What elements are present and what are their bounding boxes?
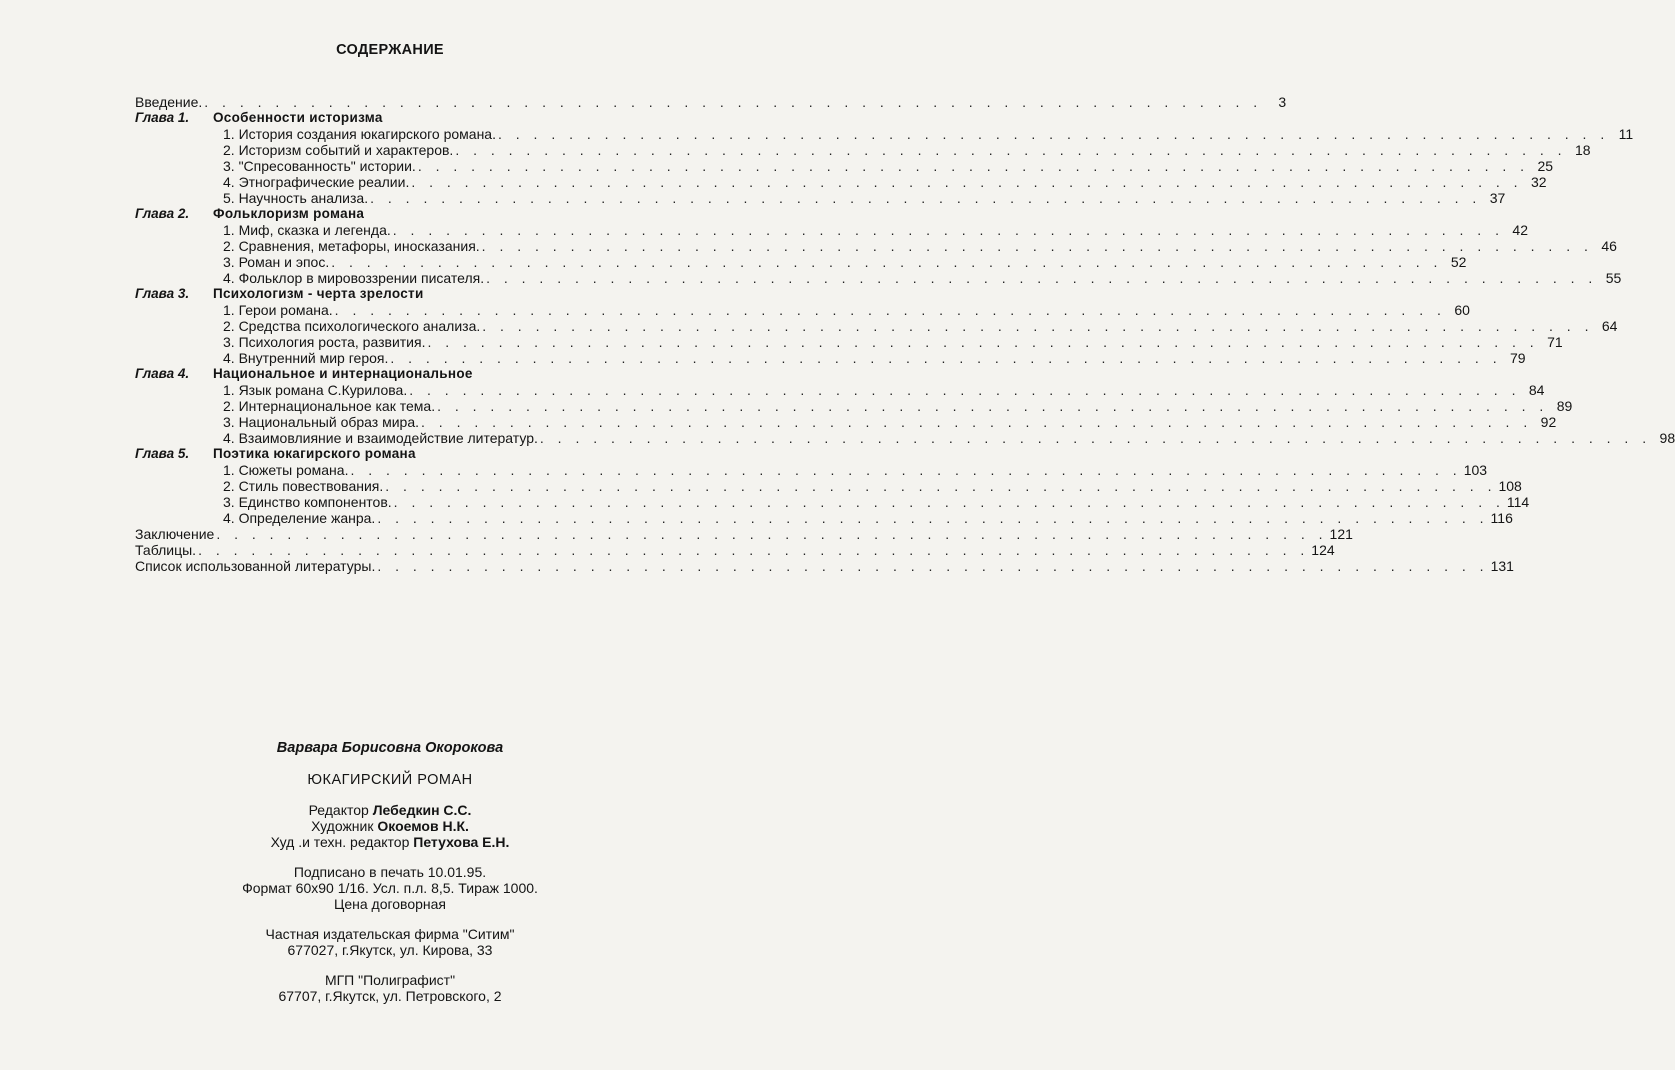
chapter-title: Особенности историзма <box>213 110 383 125</box>
leader-dots: . . . . . . . . . . . . . . . . . . . . . . . . . . . . . . . . . . . . . . . . . . . . . . . . . . . . . . . . . . . . . . . <box>437 398 1549 414</box>
leader-dots: . . . . . . . . . . . . . . . . . . . . . . . . . . . . . . . . . . . . . . . . . . . . . . . . . . . . . . . . . . . . . . . <box>390 350 1502 366</box>
leader-dots: . . . . . . . . . . . . . . . . . . . . . . . . . . . . . . . . . . . . . . . . . . . . . . . . . . . . . . . . . . . . . . . <box>427 334 1539 350</box>
artist-line <box>0 818 780 834</box>
toc-entry-page: 42 <box>1512 222 1528 238</box>
toc-entry-section <box>135 270 1622 286</box>
toc-entry-label: 4. Взаимовлияние и взаимодействие литератур. <box>223 430 538 446</box>
leader-dots: . . . . . . . . . . . . . . . . . . . . . . . . . . . . . . . . . . . . . . . . . . . . . . . . . . . . . . . . . . . . . . . <box>392 222 1504 238</box>
toc-entry-label: Список использованной литературы. <box>135 558 376 574</box>
toc-entry-section <box>135 430 1675 446</box>
toc-entry-section <box>135 190 1506 206</box>
toc-entry-page: 64 <box>1601 318 1618 334</box>
chapter-heading <box>135 110 645 126</box>
artist-name: Окоемов Н.К. <box>377 818 469 834</box>
toc-entry-page: 55 <box>1605 270 1622 286</box>
toc-entry-backmatter <box>135 558 1514 574</box>
toc-entry-backmatter <box>135 526 1353 542</box>
toc-entry-section <box>135 318 1618 334</box>
toc-entry-page: 52 <box>1450 254 1467 270</box>
chapter-heading <box>135 366 645 382</box>
toc-entry-label: 2. Сравнения, метафоры, иносказания. <box>223 238 480 254</box>
toc-entry-section <box>135 414 1557 430</box>
toc-entry-section <box>135 350 1526 366</box>
leader-dots: . . . . . . . . . . . . . . . . . . . . . . . . . . . . . . . . . . . . . . . . . . . . . . . . . . . . . . . . . . . . . . . <box>377 558 1489 574</box>
chapter-number: Глава 4. <box>135 366 190 381</box>
chapter-title: Национальное и интернациональное <box>213 366 473 381</box>
chapter-number: Глава 1. <box>135 110 190 125</box>
chapter-title: Фольклоризм романа <box>213 206 365 221</box>
signed-line: Подписано в печать 10.01.95. <box>293 864 487 880</box>
price-line: Цена договорная <box>333 896 447 912</box>
format-line: Формат 60х90 1/16. Усл. п.л. 8,5. Тираж 1000. <box>242 880 538 896</box>
leader-dots: . . . . . . . . . . . . . . . . . . . . . . . . . . . . . . . . . . . . . . . . . . . . . . . . . . . . . . . . . . . . . . . <box>393 494 1505 510</box>
toc-entry-page: 46 <box>1601 238 1617 254</box>
toc-entry-page: 37 <box>1489 190 1506 206</box>
toc-entry-label: Введение. <box>135 94 203 110</box>
editor-label: Редактор <box>308 802 369 818</box>
imprint <box>0 740 780 1004</box>
toc-entry-page: 116 <box>1490 510 1513 526</box>
leader-dots: . . . . . . . . . . . . . . . . . . . . . . . . . . . . . . . . . . . . . . . . . . . . . . . . . . . . . . . . . . . . . . . <box>385 478 1497 494</box>
leader-dots: . . . . . . . . . . . . . . . . . . . . . . . . . . . . . . . . . . . . . . . . . . . . . . . . . . . . . . . . . . . . . . . <box>198 542 1310 558</box>
toc-entry-label: 2. Историзм событий и характеров. <box>223 142 454 158</box>
leader-dots: . . . . . . . . . . . . . . . . . . . . . . . . . . . . . . . . . . . . . . . . . . . . . . . . . . . . . . . . . . . . . . . <box>411 174 1523 190</box>
toc-entry-section <box>135 238 1617 254</box>
toc-entry-section <box>135 222 1528 238</box>
publisher-address: 677027, г.Якутск, ул. Кирова, 33 <box>287 942 493 958</box>
leader-dots: . . . . . . . . . . . . . . . . . . . . . . . . . . . . . . . . . . . . . . . . . . . . . . . . . . . . . . . . . . . . . . . <box>421 414 1533 430</box>
toc-entry-label: 1. Миф, сказка и легенда. <box>223 222 391 238</box>
toc-entry-page: 3 <box>1278 94 1287 110</box>
chapter-number: Глава 3. <box>135 286 190 301</box>
toc-entry-page: 32 <box>1530 174 1547 190</box>
toc-entry-page: 89 <box>1556 398 1573 414</box>
toc-entry-page: 79 <box>1510 350 1526 366</box>
toc-entry-label: 4. Этнографические реалии. <box>223 174 410 190</box>
leader-dots: . . . . . . . . . . . . . . . . . . . . . . . . . . . . . . . . . . . . . . . . . . . . . . . . . . . . . . . . . . . . . . . <box>455 142 1567 158</box>
toc-entry-label: 3. "Спресованность" истории. <box>223 158 416 174</box>
toc-entry-section <box>135 126 1634 142</box>
toc-entry-page: 60 <box>1454 302 1470 318</box>
book-title: ЮКАГИРСКИЙ РОМАН <box>307 772 473 788</box>
leader-dots: . . . . . . . . . . . . . . . . . . . . . . . . . . . . . . . . . . . . . . . . . . . . . . . . . . . . . . . . . . . . . . . <box>486 270 1598 286</box>
toc-entry-label: 2. Стиль повествования. <box>223 478 384 494</box>
leader-dots: . . . . . . . . . . . . . . . . . . . . . . . . . . . . . . . . . . . . . . . . . . . . . . . . . . . . . . . . . . . . . . . <box>417 158 1530 174</box>
toc-entry-section <box>135 510 1513 526</box>
toc-entry-label: 4. Фольклор в мировоззрении писателя. <box>223 270 485 286</box>
toc-entry-label: 1. История создания юкагирского романа. <box>223 126 496 142</box>
leader-dots: . . . . . . . . . . . . . . . . . . . . . . . . . . . . . . . . . . . . . . . . . . . . . . . . . . . . . . . . . . . . . . . <box>216 526 1328 542</box>
printer-address: 67707, г.Якутск, ул. Петровского, 2 <box>278 988 502 1004</box>
toc-entry-page: 84 <box>1528 382 1545 398</box>
toc-entry-section <box>135 382 1545 398</box>
toc-entry-section <box>135 398 1573 414</box>
toc-entry-label: 2. Средства психологического анализа. <box>223 318 481 334</box>
leader-dots: . . . . . . . . . . . . . . . . . . . . . . . . . . . . . . . . . . . . . . . . . . . . . . . . . . . . . . . . . . . . . . . <box>331 254 1443 270</box>
toc-entry-label: 1. Язык романа С.Курилова. <box>223 382 408 398</box>
toc-entry-label: 3. Национальный образ мира. <box>223 414 420 430</box>
editor-line <box>0 802 780 818</box>
toc-entry-label: 4. Определение жанра. <box>223 510 376 526</box>
toc-entry-section <box>135 174 1547 190</box>
leader-dots: . . . . . . . . . . . . . . . . . . . . . . . . . . . . . . . . . . . . . . . . . . . . . . . . . . . . . . . . . . . . . . . <box>539 430 1652 446</box>
toc-entry-page: 98 <box>1659 430 1675 446</box>
leader-dots: . . . . . . . . . . . . . . . . . . . . . . . . . . . . . . . . . . . . . . . . . . . . . . . . . . . . . . . . . . . . . . . <box>370 190 1482 206</box>
toc-entry-label: 3. Роман и эпос. <box>223 254 330 270</box>
toc-tail <box>135 526 1514 574</box>
toc-entry-page: 103 <box>1463 462 1488 478</box>
toc-entry-page: 25 <box>1537 158 1554 174</box>
leader-dots: . . . . . . . . . . . . . . . . . . . . . . . . . . . . . . . . . . . . . . . . . . . . . . . . . . . . . . . . . . . . <box>204 94 1263 110</box>
toc-entry-page: 108 <box>1498 478 1522 494</box>
toc-entry-label: 5. Научность анализа. <box>223 190 369 206</box>
leader-dots: . . . . . . . . . . . . . . . . . . . . . . . . . . . . . . . . . . . . . . . . . . . . . . . . . . . . . . . . . . . . . . . <box>377 510 1489 526</box>
leader-dots: . . . . . . . . . . . . . . . . . . . . . . . . . . . . . . . . . . . . . . . . . . . . . . . . . . . . . . . . . . . . . . . <box>498 126 1610 142</box>
toc-entry-page: 121 <box>1329 526 1353 542</box>
leader-dots: . . . . . . . . . . . . . . . . . . . . . . . . . . . . . . . . . . . . . . . . . . . . . . . . . . . . . . . . . . . . . . . <box>409 382 1521 398</box>
toc-entry-section <box>135 158 1554 174</box>
author-name: Варвара Борисовна Окорокова <box>276 740 504 756</box>
table-of-contents <box>135 94 1675 574</box>
chapter-number: Глава 2. <box>135 206 190 221</box>
publisher-line: Частная издательская фирма "Ситим" <box>265 926 515 942</box>
toc-entry-page: 114 <box>1506 494 1530 510</box>
chapter-heading <box>135 446 645 462</box>
toc-entry-label: Заключение <box>135 526 215 542</box>
toc-chapters <box>135 110 1675 526</box>
toc-entry-label: 1. Сюжеты романа. <box>223 462 349 478</box>
artist-label: Художник <box>311 818 374 834</box>
printer-line: МГП "Полиграфист" <box>324 972 456 988</box>
tech-editor-label: Худ .и техн. редактор <box>270 834 410 850</box>
leader-dots: . . . . . . . . . . . . . . . . . . . . . . . . . . . . . . . . . . . . . . . . . . . . . . . . . . . . . . . . . . . . . . . <box>481 238 1593 254</box>
toc-entry-label: 3. Психология роста, развития. <box>223 334 426 350</box>
toc-entry-section <box>135 254 1467 270</box>
editor-name: Лебедкин С.С. <box>372 802 472 818</box>
chapter-number: Глава 5. <box>135 446 190 461</box>
toc-entry-page: 11 <box>1618 126 1634 142</box>
tech-editor-line <box>0 834 780 850</box>
toc-entry-backmatter <box>135 542 1335 558</box>
toc-entry-section <box>135 142 1591 158</box>
toc-entry-label: 1. Герои романа. <box>223 302 333 318</box>
toc-entry-section <box>135 334 1563 350</box>
toc-entry-page: 18 <box>1574 142 1591 158</box>
toc-entry-label: 3. Единство компонентов. <box>223 494 392 510</box>
toc-heading: СОДЕРЖАНИЕ <box>336 42 444 58</box>
chapter-title: Психологизм - черта зрелости <box>213 286 424 301</box>
toc-entry-label: 4. Внутренний мир героя. <box>223 350 389 366</box>
toc-entry-section <box>135 462 1488 478</box>
toc-entry-page: 71 <box>1547 334 1563 350</box>
toc-entry-page: 131 <box>1490 558 1514 574</box>
toc-entry-label: Таблицы. <box>135 542 197 558</box>
tech-editor-name: Петухова Е.Н. <box>413 834 510 850</box>
toc-entry-section <box>135 478 1522 494</box>
chapter-heading <box>135 286 645 302</box>
leader-dots: . . . . . . . . . . . . . . . . . . . . . . . . . . . . . . . . . . . . . . . . . . . . . . . . . . . . . . . . . . . . . . . <box>334 302 1446 318</box>
leader-dots: . . . . . . . . . . . . . . . . . . . . . . . . . . . . . . . . . . . . . . . . . . . . . . . . . . . . . . . . . . . . . . . <box>482 318 1594 334</box>
toc-entry-page: 92 <box>1540 414 1557 430</box>
toc-entry-intro <box>135 94 1287 110</box>
toc-entry-page: 124 <box>1311 542 1335 558</box>
toc-entry-section <box>135 494 1530 510</box>
chapter-title: Поэтика юкагирского романа <box>213 446 416 461</box>
toc-entry-label: 2. Интернациональное как тема. <box>223 398 436 414</box>
leader-dots: . . . . . . . . . . . . . . . . . . . . . . . . . . . . . . . . . . . . . . . . . . . . . . . . . . . . . . . . . . . . . . . <box>350 462 1462 478</box>
chapter-heading <box>135 206 645 222</box>
toc-entry-section <box>135 302 1470 318</box>
